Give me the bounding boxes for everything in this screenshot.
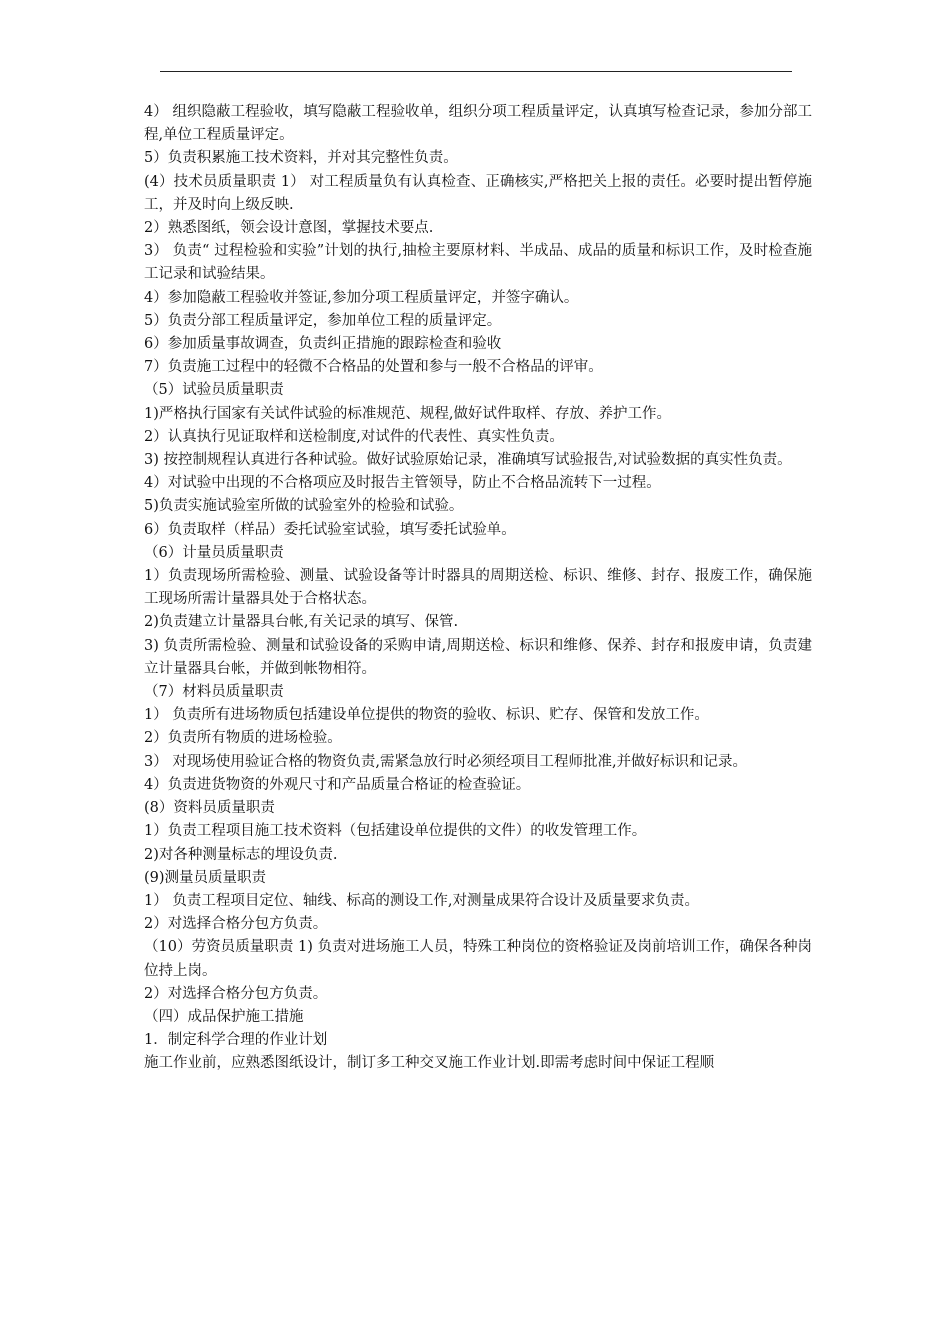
section-heading: (9)测量员质量职责 <box>144 869 267 886</box>
paragraph: 施工作业前，应熟悉图纸设计，制订多工种交叉施工作业计划.即需考虑时间中保证工程顺 <box>144 1055 715 1072</box>
paragraph: 2）负责所有物质的进场检验。 <box>144 730 342 747</box>
paragraph: 1）负责工程项目施工技术资料（包括建设单位提供的文件）的收发管理工作。 <box>144 823 647 840</box>
header-rule <box>160 71 792 72</box>
paragraph: 5）负责分部工程质量评定，参加单位工程的质量评定。 <box>144 312 502 329</box>
paragraph: 3) 按控制规程认真进行各种试验。做好试验原始记录，准确填写试验报告,对试验数据的真实性负责。 <box>144 452 792 469</box>
paragraph: 1） 负责所有进场物质包括建设单位提供的物资的验收、标识、贮存、保管和发放工作。 <box>144 707 709 724</box>
section-heading: (8）资料员质量职责 <box>144 800 275 817</box>
paragraph: 4）参加隐蔽工程验收并签证,参加分项工程质量评定，并签字确认。 <box>144 289 579 306</box>
section-heading: （四）成品保护施工措施 <box>144 1008 304 1025</box>
paragraph: 2)对各种测量标志的埋设负责. <box>144 846 338 863</box>
paragraph: 6）负责取样（样品）委托试验室试验，填写委托试验单。 <box>144 521 516 538</box>
section-heading: （5）试验员质量职责 <box>144 382 284 399</box>
paragraph: 6）参加质量事故调查，负责纠正措施的跟踪检查和验收 <box>144 336 502 353</box>
paragraph: 4）负责进货物资的外观尺寸和产品质量合格证的检查验证。 <box>144 776 531 793</box>
paragraph: 5）负责积累施工技术资料，并对其完整性负责。 <box>144 150 458 167</box>
paragraph: 1)严格执行国家有关试件试验的标准规范、规程,做好试件取样、存放、养护工作。 <box>144 405 671 422</box>
paragraph: 2）对选择合格分包方负责。 <box>144 916 328 933</box>
paragraph: 4）对试验中出现的不合格项应及时报告主管领导，防止不合格品流转下一过程。 <box>144 475 661 492</box>
paragraph: 2)负责建立计量器具台帐,有关记录的填写、保管. <box>144 614 459 631</box>
paragraph: 3） 负责“ 过程检验和实验”计划的执行,抽检主要原材料、半成品、成品的质量和标识工作，及时检查施工记录和试验结果。 <box>144 243 812 283</box>
paragraph: 3） 对现场使用验证合格的物资负责,需紧急放行时必须经项目工程师批准,并做好标识和记录。 <box>144 753 748 770</box>
paragraph: 2）对选择合格分包方负责。 <box>144 985 328 1002</box>
paragraph: 4） 组织隐蔽工程验收，填写隐蔽工程验收单，组织分项工程质量评定，认真填写检查记录，参加分部工程,单位工程质量评定。 <box>144 104 812 144</box>
paragraph: (4）技术员质量职责 1） 对工程质量负有认真检查、正确核实,严格把关上报的责任。必要时提出暂停施工，并及时向上级反映. <box>144 173 812 213</box>
paragraph: 2）熟悉图纸，领会设计意图，掌握技术要点. <box>144 220 434 237</box>
paragraph: （10）劳资员质量职责 1) 负责对进场施工人员，特殊工种岗位的资格验证及岗前培训工作，确保各种岗位持上岗。 <box>144 939 812 979</box>
paragraph: 7）负责施工过程中的轻微不合格品的处置和参与一般不合格品的评审。 <box>144 359 603 376</box>
paragraph: 1）负责现场所需检验、测量、试验设备等计时器具的周期送检、标识、维修、封存、报废工作，确保施工现场所需计量器具处于合格状态。 <box>144 568 812 608</box>
section-heading: （7）材料员质量职责 <box>144 684 284 701</box>
document-body <box>144 101 812 1076</box>
paragraph: 5)负责实施试验室所做的试验室外的检验和试验。 <box>144 498 464 515</box>
subsection-heading: 1．制定科学合理的作业计划 <box>144 1032 328 1049</box>
paragraph: 3) 负责所需检验、测量和试验设备的采购申请,周期送检、标识和维修、保养、封存和报废申请，负责建立计量器具台帐，并做到帐物相符。 <box>144 637 812 677</box>
paragraph: 1） 负责工程项目定位、轴线、标高的测设工作,对测量成果符合设计及质量要求负责。 <box>144 892 699 909</box>
section-heading: （6）计量员质量职责 <box>144 544 284 561</box>
paragraph: 2）认真执行见证取样和送检制度,对试件的代表性、真实性负责。 <box>144 428 564 445</box>
